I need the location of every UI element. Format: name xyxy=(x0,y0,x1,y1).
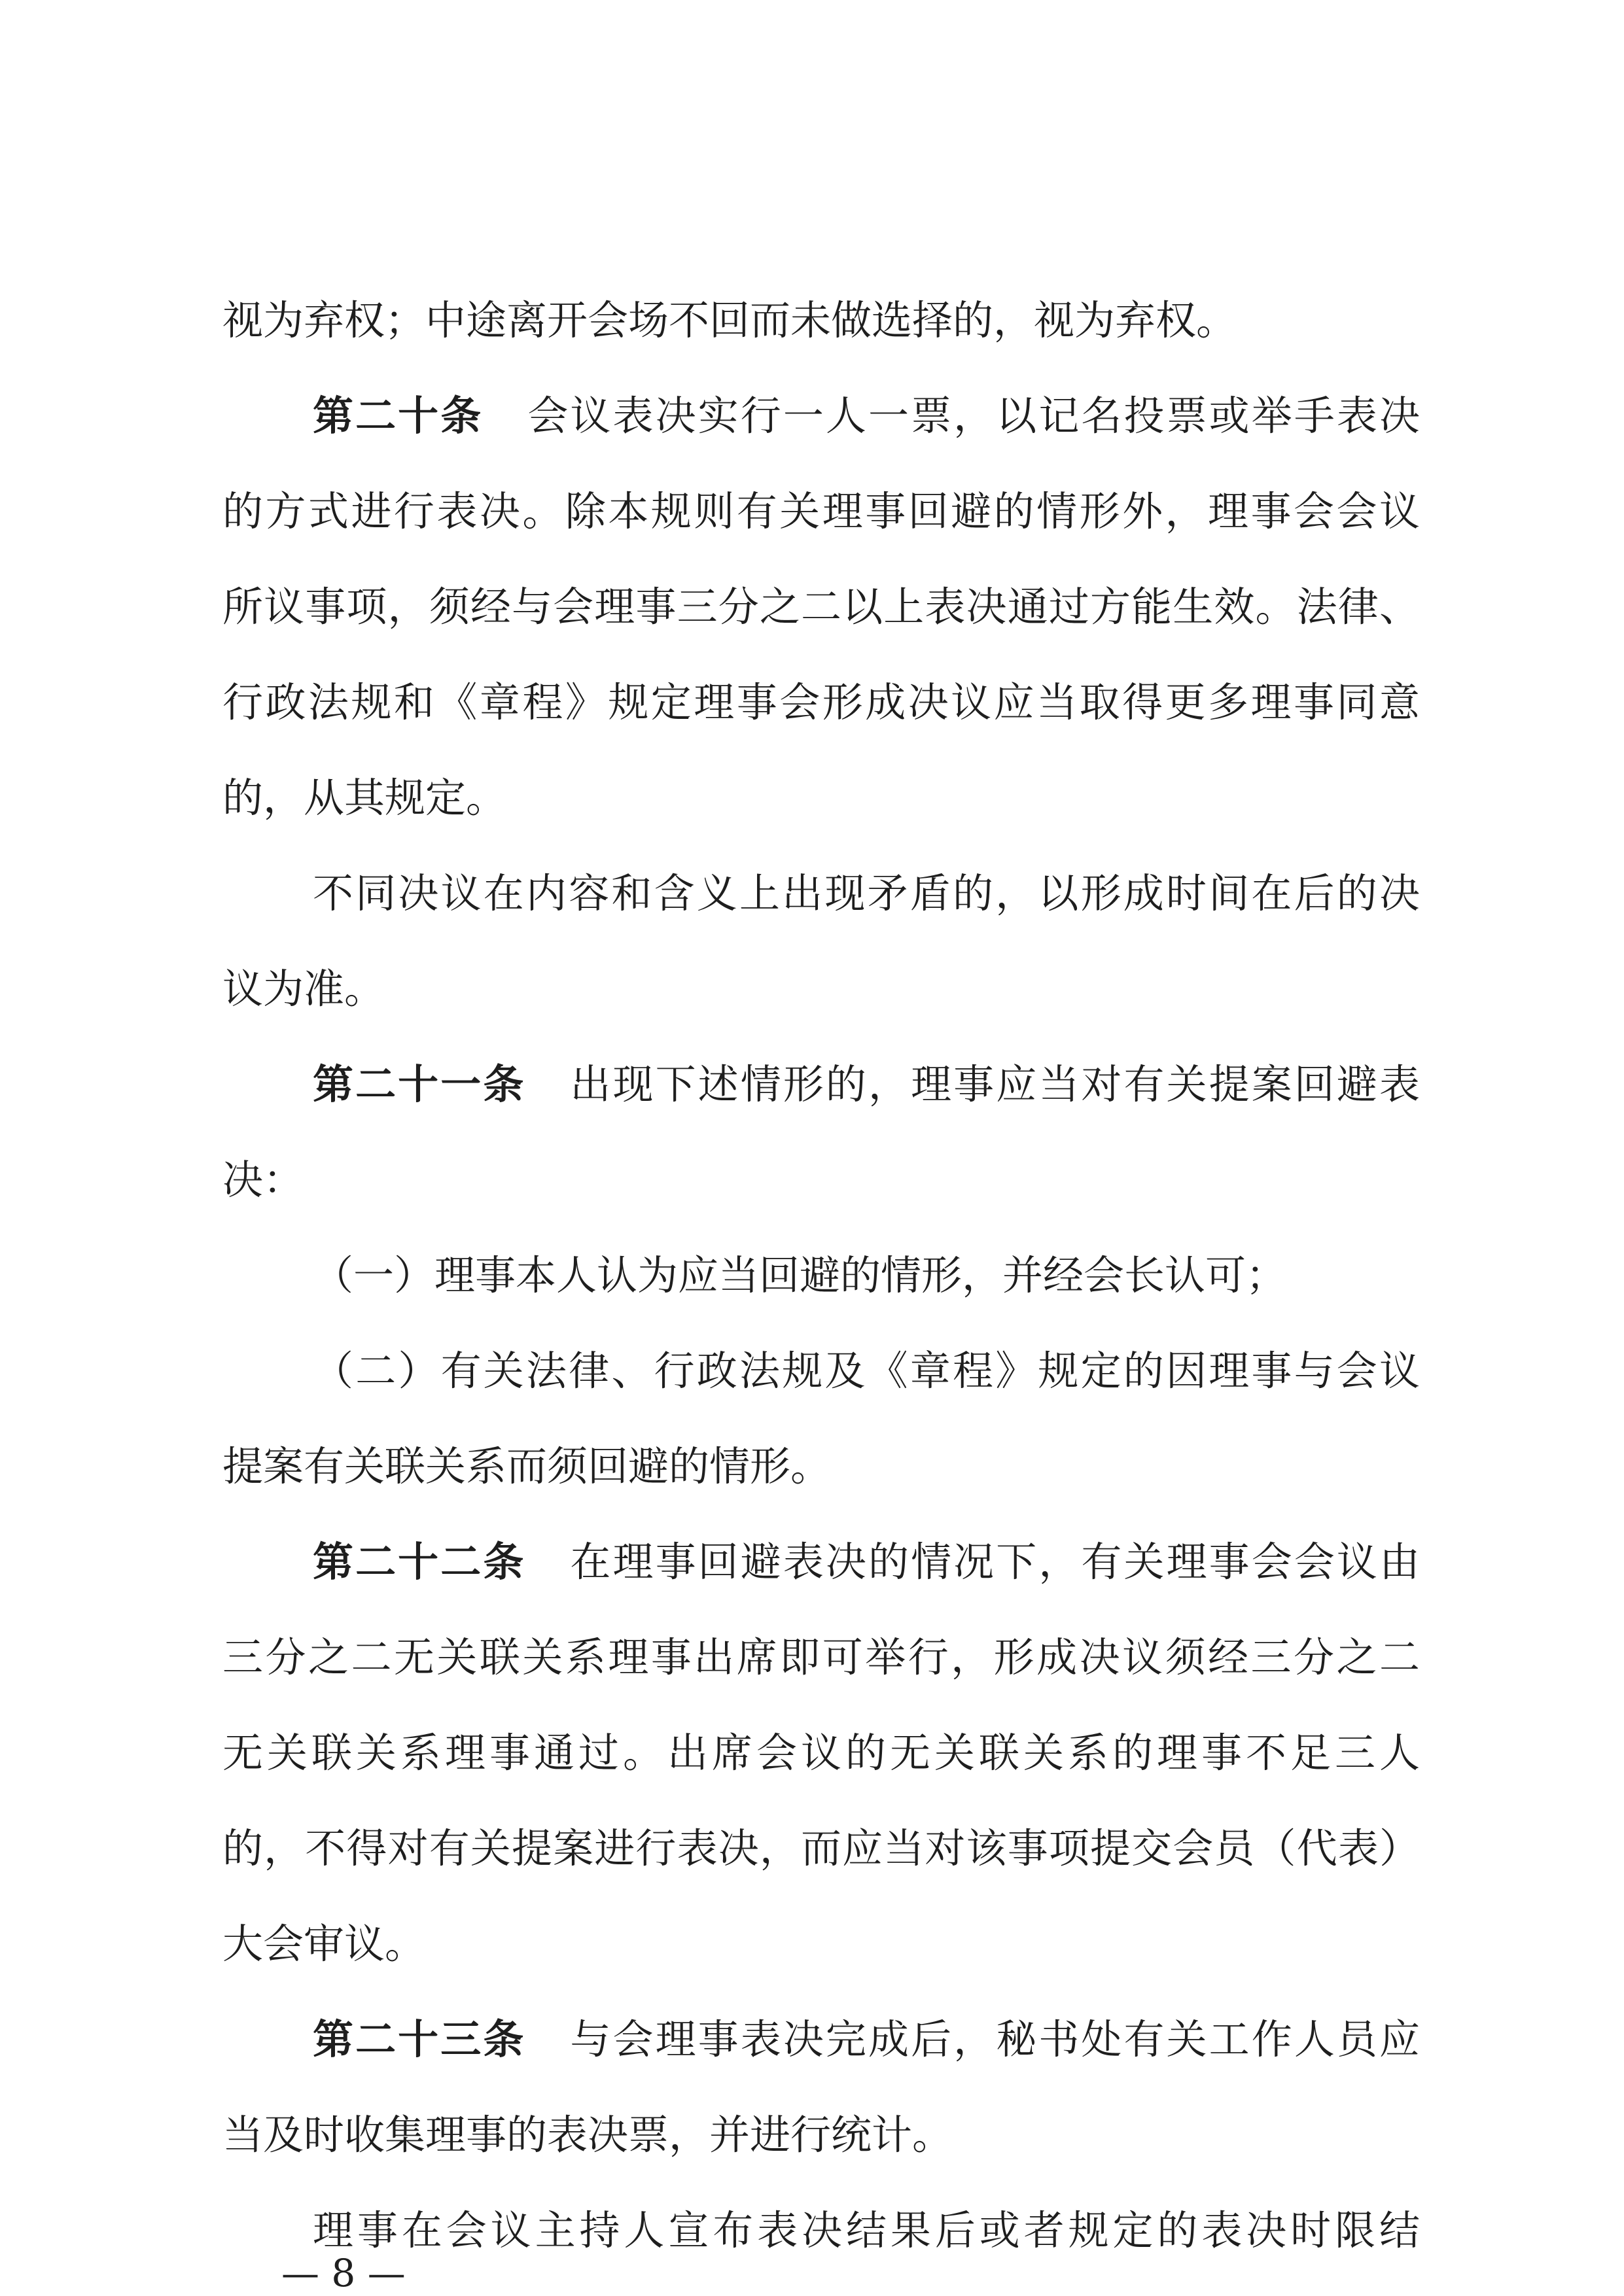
line-text: 无关联关系理事通过。出席会议的无关联关系的理事不足三人 xyxy=(222,1729,1420,1777)
text-line xyxy=(222,2109,953,2161)
text-line xyxy=(222,1631,1420,1684)
text-line xyxy=(222,1918,425,1970)
line-text: 行政法规和《章程》规定理事会形成决议应当取得更多理事同意 xyxy=(222,678,1420,726)
line-text: 议为准。 xyxy=(222,965,385,1013)
line-text: 提案有关联关系而须回避的情形。 xyxy=(222,1442,832,1490)
line-text: 决： xyxy=(222,1156,304,1204)
line-text: 大会审议。 xyxy=(222,1920,426,1968)
line-text: 视为弃权；中途离开会场不回而未做选择的，视为弃权。 xyxy=(222,296,1237,344)
page-number: — 8 — xyxy=(281,2251,406,2295)
text-line xyxy=(222,1822,1420,1875)
text-line xyxy=(313,867,1420,920)
text-line xyxy=(222,676,1420,729)
line-text: 当及时收集理事的表决票，并进行统计。 xyxy=(222,2111,953,2159)
line-text: 的，不得对有关提案进行表决，而应当对该事项提交会员（代表） xyxy=(222,1824,1420,1872)
line-text: 与会理事表决完成后，秘书处有关工作人员应 xyxy=(570,2015,1420,2063)
line-text: 不同决议在内容和含义上出现矛盾的，以形成时间在后的决 xyxy=(313,869,1420,917)
line-text: 的方式进行表决。除本规则有关理事回避的情形外，理事会会议 xyxy=(222,487,1420,535)
text-line xyxy=(222,1440,831,1493)
article-20-heading-line xyxy=(313,390,1420,442)
line-text: 会议表决实行一人一票，以记名投票或举手表决 xyxy=(527,392,1420,440)
text-line xyxy=(222,772,506,824)
text-line xyxy=(222,1154,304,1206)
text-line xyxy=(222,963,385,1015)
text-line xyxy=(222,485,1420,538)
article-21-heading-line xyxy=(313,1058,1420,1111)
line-text: （二）有关法律、行政法规及《章程》规定的因理事与会议 xyxy=(313,1347,1420,1395)
list-item xyxy=(313,1345,1420,1397)
article-23-heading-line xyxy=(313,2013,1420,2066)
text-line xyxy=(222,581,1420,633)
text-line xyxy=(222,294,1237,347)
article-title: 第二十三条 xyxy=(313,2015,526,2063)
line-text: 出现下述情形的，理事应当对有关提案回避表 xyxy=(570,1060,1420,1108)
article-22-heading-line xyxy=(313,1536,1420,1588)
text-line xyxy=(313,2204,1420,2257)
line-text: 三分之二无关联关系理事出席即可举行，形成决议须经三分之二 xyxy=(222,1633,1420,1681)
line-text: 所议事项，须经与会理事三分之二以上表决通过方能生效。法律、 xyxy=(222,583,1420,631)
article-title: 第二十条 xyxy=(313,392,484,440)
line-text: 的，从其规定。 xyxy=(222,774,507,822)
line-text: 理事在会议主持人宣布表决结果后或者规定的表决时限结 xyxy=(313,2206,1420,2254)
article-title: 第二十二条 xyxy=(313,1538,526,1586)
line-text: 在理事回避表决的情况下，有关理事会会议由 xyxy=(570,1538,1420,1586)
line-text: （一）理事本人认为应当回避的情形，并经会长认可； xyxy=(313,1251,1287,1299)
list-item xyxy=(313,1249,1286,1302)
article-title: 第二十一条 xyxy=(313,1060,526,1108)
text-line xyxy=(222,1727,1420,1779)
